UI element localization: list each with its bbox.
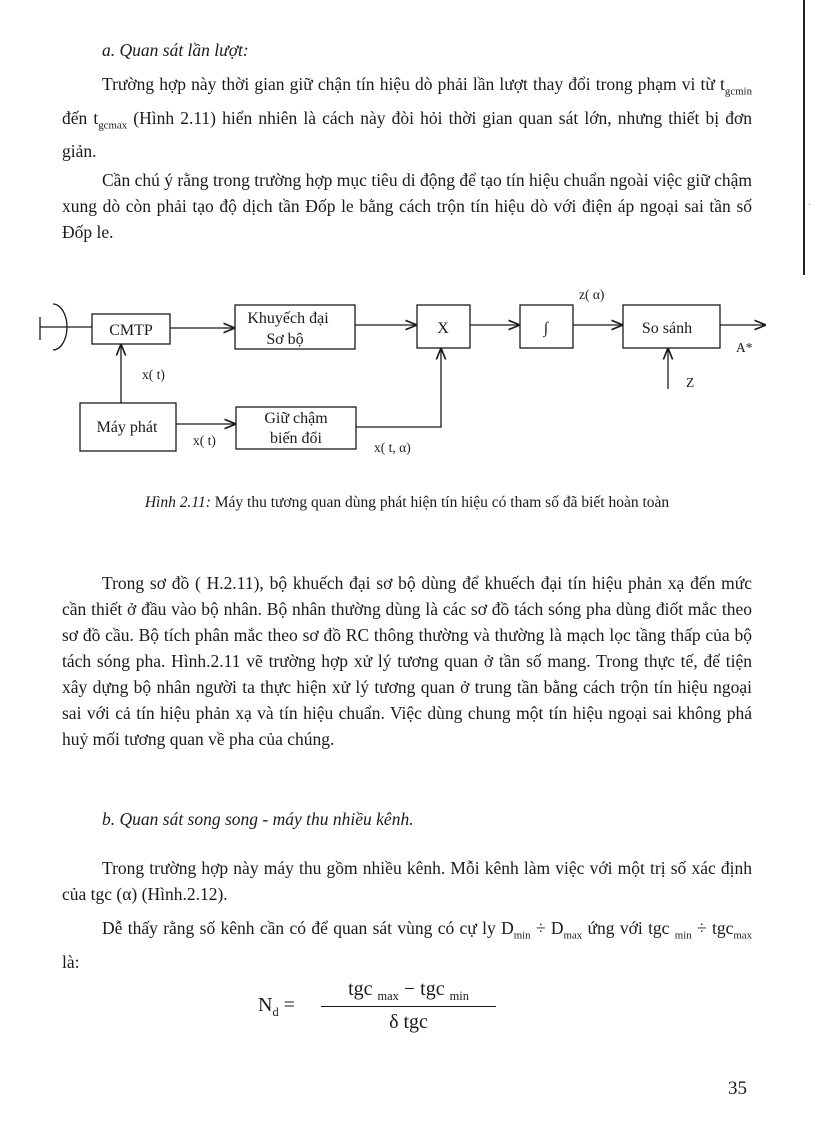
section-b-heading: b. Quan sát song song - máy thu nhiều kênh. <box>102 809 414 829</box>
page-number: 35 <box>728 1078 747 1099</box>
section-b-paragraph-2: Dễ thấy rằng số kênh cần có để quan sát vùng có cự ly $D_{min} \div D_{max}$ ứng với tgc $_{min}$ ÷ tgc$_{max}$ là: <box>62 918 753 972</box>
section-b-paragraph-1: Trong trường hợp này máy thu gồm nhiều kênh. Mỗi kênh làm việc với một trị số xác định của tgc (α) (Hình.2.12). <box>62 858 752 904</box>
paragraph-diagram-explanation: Trong sơ đồ ( H.2.11), bộ khuếch đại sơ bộ dùng để khuếch đại tín hiệu phản xạ đến mức cần thiết ở đầu vào bộ nhân. Bộ nhân thường dùng là các sơ đồ tách sóng pha dùng điốt mắc theo sơ đồ cầu. Bộ tích phân mắc theo sơ đồ RC thông thường và thường là mạch lọc tầng thấp của bộ tách sóng pha. Hình.2.11 vẽ trường hợp xử lý tương quan ở tần số mang. Trong thực tế, để tiện xây dựng bộ nhân người ta thực hiện xử lý tương quan ở trung tần bằng cách trộn tín hiệu ngoại sai với cả tín hiệu phản xạ và tín hiệu chuẩn. Việc dùng chung một tín hiệu ngoại sai không phá huỷ mối tương quan về pha của chúng. <box>62 573 752 749</box>
formula-fraction <box>321 978 496 1034</box>
generator-label: Máy phát <box>96 419 158 436</box>
section-a-paragraph-1: Trường hợp này thời gian giữ chận tín hiệu dò phải lần lượt thay đổi trong phạm vi từ $t_{gcmin}$ đến $t_{gcmax}$ (Hình 2.11) hiển nhiên là cách này đòi hỏi thời gian quan sát lớn, nhưng thiết bị đơn giản. <box>62 74 752 161</box>
xt-horizontal-label: x( t) <box>193 433 216 448</box>
page-binding-edge <box>803 0 805 275</box>
a-star-label: A* <box>736 340 753 355</box>
delay-label-1: Giữ chậm <box>264 410 328 427</box>
formula-denominator: δ tgc <box>389 1011 428 1033</box>
scan-mark: · <box>808 200 812 211</box>
cmtp-label: CMTP <box>109 322 153 339</box>
formula-lhs: $N_d$ = <box>258 994 295 1019</box>
figure-caption: Hình 2.11: Máy thu tương quan dùng phát hiện tín hiệu có tham số đã biết hoàn toàn <box>144 494 670 511</box>
xt-alpha-label: x( t, α) <box>374 440 411 455</box>
z-label: Z <box>686 375 695 390</box>
preamp-label-2: Sơ bộ <box>266 331 304 348</box>
xt-vertical-label: x( t) <box>142 367 165 382</box>
integrator-label: ∫ <box>543 320 549 337</box>
wire-delay-mult <box>356 348 441 427</box>
section-a-paragraph-2: Cần chú ý rằng trong trường hợp mục tiêu di động để tạo tín hiệu chuẩn ngoài việc giữ chậm xung dò còn phải tạo độ dịch tần Đốp le bằng cách trộn tín hiệu dò với điện áp ngoại sai tần số Đốp le. <box>62 170 752 242</box>
comparator-label: So sánh <box>641 320 693 337</box>
delay-label-2: biến đổi <box>270 430 322 447</box>
section-a-heading: a. Quan sát lần lượt: <box>102 40 249 60</box>
block-diagram <box>0 285 816 460</box>
formula-numerator: tgc $_{max}$ − tgc $_{min}$ <box>321 978 496 1007</box>
multiplier-label: X <box>437 320 449 337</box>
preamp-label-1: Khuyếch đại <box>247 310 329 327</box>
z-alpha-label: z( α) <box>579 287 605 302</box>
